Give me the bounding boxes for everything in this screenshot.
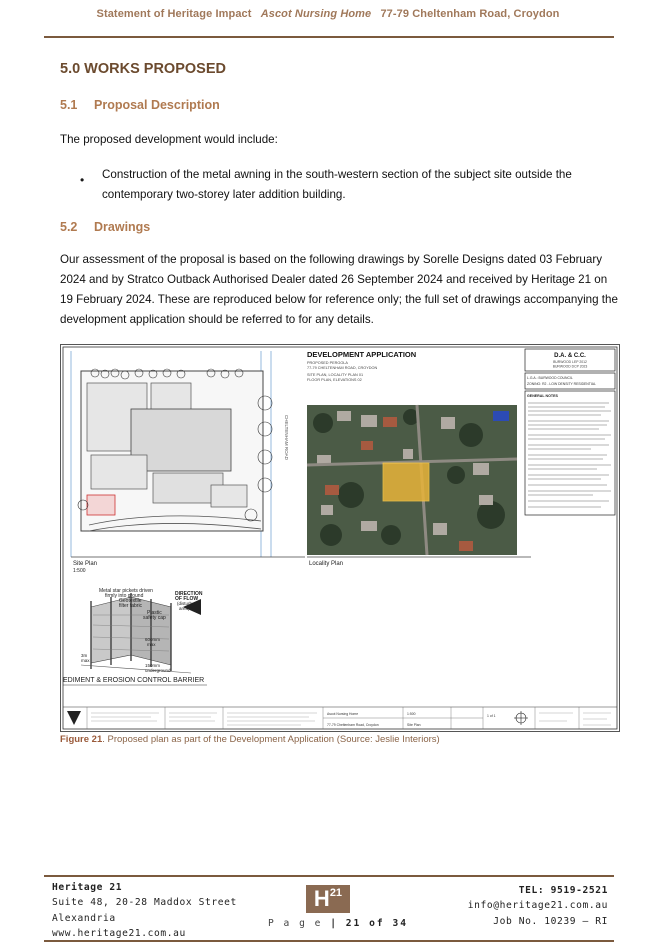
flow-label: (disturbed (177, 601, 198, 606)
barrier-label: filter fabric (119, 603, 143, 609)
page-of: of (369, 918, 385, 929)
dev-application-title: DEVELOPMENT APPLICATION (307, 350, 417, 359)
dev-application-title-block (307, 350, 416, 382)
footer-contact-block (468, 883, 608, 929)
da-cc-line: BURWOOD DCP 2023 (552, 364, 588, 369)
barrier-label: firmly into ground (105, 593, 144, 599)
footer-divider-bottom (44, 940, 614, 942)
footer-divider-top (44, 875, 614, 877)
footer-address-line: Alexandria (52, 912, 116, 924)
barrier-title: EDIMENT & EROSION CONTROL BARRIER (63, 677, 205, 684)
locality-plan-label: Locality Plan (309, 561, 344, 567)
footer-email: info@heritage21.com.au (467, 900, 608, 912)
site-plan-drawing (71, 351, 305, 574)
figure-number: Figure 21 (60, 734, 103, 745)
dimension-label: underground (145, 668, 171, 673)
running-header (0, 8, 656, 20)
dimension-label: 150mm (145, 663, 161, 668)
subsection-number: 5.1 (60, 98, 78, 112)
dev-sub-line: PROPOSED PERGOLA (307, 361, 348, 365)
footer-tel: TEL: 9519-2521 (518, 885, 608, 896)
da-cc-title: D.A. & C.C. (554, 353, 586, 359)
locality-plan-aerial (307, 405, 531, 567)
dimension-label: max (81, 658, 90, 663)
footer-job-number: Job No. 10239 – RI (493, 915, 608, 927)
bullet-marker: • (80, 173, 85, 187)
section-title: 5.0 WORKS PROPOSED (60, 61, 226, 77)
designer-logo-icon (67, 711, 81, 725)
subsection-title: Drawings (94, 220, 151, 234)
dimension-label: 3m (81, 653, 88, 658)
barrier-label: Geotextile (119, 598, 142, 604)
road-label: CHELTENHAM ROAD (284, 415, 289, 460)
header-project-name: Ascot Nursing Home (260, 8, 372, 20)
flow-label: DIRECTION (175, 591, 203, 597)
site-plan-scale: 1:500 (73, 568, 86, 574)
barrier-label: Plastic (147, 610, 162, 616)
footer-website: www.heritage21.com.au (52, 928, 186, 940)
general-notes-title: GENERAL NOTES (527, 394, 558, 398)
da-cc-line: BURWOOD LEP 2012 (553, 360, 587, 364)
page-separator: | (330, 918, 338, 929)
drawings-paragraph: Our assessment of the proposal is based on the following drawings by Sorelle Designs dated 03 February 2024 and by Stratco Outback Authorised Dealer dated 26 September 2024 and received by Heritage 21 on 19 February 2024. These are reproduced below for reference only; the full set of drawings accompanying the development application should be referred to for any details. (60, 253, 618, 326)
bullet-item: Construction of the metal awning in the south-western section of the subject site outside the contemporary two-storey later addition building. (102, 168, 572, 201)
dimension-label: 600mm (145, 637, 161, 642)
footer-address-line: Suite 48, 20-28 Maddox Street (52, 897, 237, 909)
subsection-heading-5-2 (60, 220, 150, 234)
barrier-label: safety cap (143, 615, 166, 621)
logo-letter: H (313, 886, 330, 911)
sediment-barrier-detail (63, 588, 207, 685)
tb-scale: 1:500 (407, 712, 416, 716)
subsection-heading-5-1 (60, 98, 220, 112)
heritage21-logo (306, 885, 350, 913)
logo-number: 21 (329, 887, 343, 899)
tb-address: 77-79 Cheltenham Road, Croydon (327, 723, 379, 727)
tb-sheet: 1 of 1 (487, 714, 496, 718)
page-current: 21 (345, 918, 362, 929)
development-plan-figure (60, 344, 620, 732)
footer-address-block (52, 880, 237, 942)
tb-drawing: Site Plan (407, 723, 421, 727)
drawing-title-strip (63, 707, 617, 729)
tb-project: Ascot Nursing Home (327, 712, 359, 716)
plan-drawing (61, 345, 619, 731)
site-plan-label: Site Plan (73, 561, 98, 567)
dev-sub-line: FLOOR PLAN, ELEVATIONS 02 (307, 378, 362, 382)
subsection-title: Proposal Description (94, 98, 220, 112)
barrier-label: Metal star pickets driven (99, 588, 153, 594)
subsection-number: 5.2 (60, 220, 78, 234)
dev-sub-line: SITE PLAN, LOCALITY PLAN 01 (307, 373, 364, 377)
figure-caption (60, 734, 440, 745)
header-doc-title: Statement of Heritage Impact (96, 8, 252, 20)
header-address: 77-79 Cheltenham Road, Croydon (380, 8, 560, 20)
flow-label: OF FLOW (175, 596, 199, 602)
page-total: 34 (392, 918, 409, 929)
page-label: P a g e (268, 918, 323, 929)
flow-label: area) (179, 606, 190, 611)
zoning-line: ZONING: R2 - LOW DENSITY RESIDENTIAL (527, 382, 596, 386)
figure-caption-text: . Proposed plan as part of the Development Application (Source: Jeslie Interiors) (102, 734, 440, 745)
dimension-label: max (147, 642, 156, 647)
dev-sub-line: 77-79 CHELTENHAM ROAD, CROYDON (307, 366, 378, 370)
header-divider (44, 36, 614, 38)
lga-line: L.G.A.: BURWOOD COUNCIL (527, 376, 573, 380)
da-cc-box (525, 349, 615, 515)
page-number (268, 918, 408, 929)
intro-paragraph: The proposed development would include: (60, 133, 278, 146)
footer-company: Heritage 21 (52, 882, 123, 893)
